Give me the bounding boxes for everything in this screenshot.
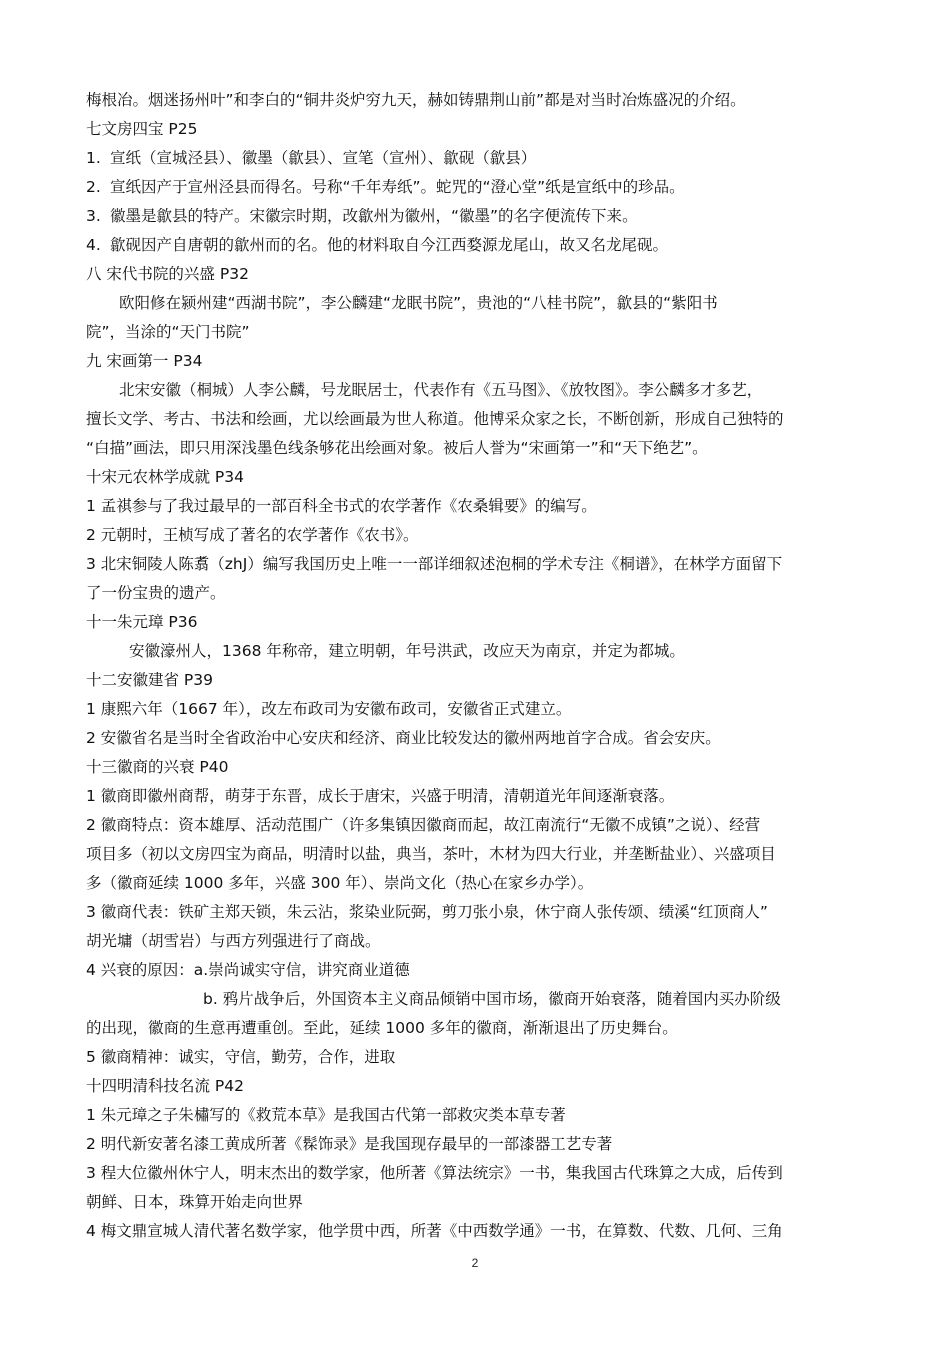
paragraph-line: 安徽濠州人，1368 年称帝，建立明朝，年号洪武，改应天为南京，并定为都城。 <box>129 642 685 660</box>
section-heading: 十二安徽建省 P39 <box>86 671 213 689</box>
list-item <box>86 173 866 202</box>
paragraph-line: 2 元朝时，王桢写成了著名的农学著作《农书》。 <box>86 526 419 544</box>
list-number: 3. <box>86 207 101 225</box>
paragraph-line: 4 梅文鼎宣城人清代著名数学家，他学贯中西，所著《中西数学通》一书，在算数、代数、几何、三角 <box>86 1222 783 1240</box>
list-item <box>86 231 866 260</box>
paragraph-line: 3 北宋铜陵人陈翥（zhJ）编写我国历史上唯一一部详细叙述泡桐的学术专注《桐谱》，在林学方面留下 <box>86 555 783 573</box>
section-heading: 九 宋画第一 P34 <box>86 352 203 370</box>
paragraph-line: 1 朱元璋之子朱橚写的《救荒本草》是我国古代第一部救灾类本草专著 <box>86 1106 566 1124</box>
page-number: 2 <box>471 1256 479 1270</box>
section-heading: 七文房四宝 P25 <box>86 120 198 138</box>
list-item <box>86 144 866 173</box>
list-item-text: 宣纸因产于宣州泾县而得名。号称“千年寿纸”。蛇咒的“澄心堂”纸是宣纸中的珍品。 <box>110 178 685 196</box>
paragraph-line: 北宋安徽（桐城）人李公麟，号龙眠居士，代表作有《五马图》、《放牧图》。李公麟多才多艺， <box>119 381 763 399</box>
paragraph-line: 多（徽商延续 1000 多年，兴盛 300 年）、崇尚文化（热心在家乡办学）。 <box>86 874 594 892</box>
list-item-text: 宣纸（宣城泾县）、徽墨（歙县）、宣笔（宣州）、歙砚（歙县） <box>110 149 537 167</box>
paragraph-line: 1 孟祺参与了我过最早的一部百科全书式的农学著作《农桑辑要》的编写。 <box>86 497 597 515</box>
paragraph-line: 院”，当涂的“天门书院” <box>86 323 250 341</box>
paragraph-line: 1 徽商即徽州商帮，萌芽于东晋，成长于唐宋，兴盛于明清，清朝道光年间逐渐衰落。 <box>86 787 675 805</box>
paragraph-line: 4 兴衰的原因：a.崇尚诚实守信，讲究商业道德 <box>86 961 410 979</box>
paragraph-line: 2 安徽省名是当时全省政治中心安庆和经济、商业比较发达的徽州两地首字合成。省会安庆。 <box>86 729 721 747</box>
list-number: 1. <box>86 149 101 167</box>
paragraph-line: 5 徽商精神：诚实，守信，勤劳，合作，进取 <box>86 1048 396 1066</box>
section-heading: 十四明清科技名流 P42 <box>86 1077 244 1095</box>
paragraph-line: 2 徽商特点：资本雄厚、活动范围广（许多集镇因徽商而起，故江南流行“无徽不成镇”之说）、经营 <box>86 816 761 834</box>
paragraph-line: 了一份宝贵的遗产。 <box>86 584 226 602</box>
paragraph-line: 项目多（初以文房四宝为商品，明清时以盐，典当，茶叶，木材为四大行业，并垄断盐业）、兴盛项目 <box>86 845 776 863</box>
list-number: 2. <box>86 178 101 196</box>
paragraph-line: 胡光墉（胡雪岩）与西方列强进行了商战。 <box>86 932 381 950</box>
list-item-text: 歙砚因产自唐朝的歙州而的名。他的材料取自今江西婺源龙尾山，故又名龙尾砚。 <box>110 236 669 254</box>
paragraph-line: 朝鲜、日本，珠算开始走向世界 <box>86 1193 304 1211</box>
document-body <box>86 86 866 1246</box>
section-heading: 八 宋代书院的兴盛 P32 <box>86 265 249 283</box>
paragraph-line: 1 康熙六年（1667 年），改左布政司为安徽布政司，安徽省正式建立。 <box>86 700 572 718</box>
paragraph-line: 2 明代新安著名漆工黄成所著《髹饰录》是我国现存最早的一部漆器工艺专著 <box>86 1135 613 1153</box>
list-number: 4. <box>86 236 101 254</box>
paragraph-line: “白描”画法，即只用深浅墨色线条够花出绘画对象。被后人誉为“宋画第一”和“天下绝艺”。 <box>86 439 708 457</box>
paragraph-line: 擅长文学、考古、书法和绘画，尤以绘画最为世人称道。他博采众家之长，不断创新，形成自己独特的 <box>86 410 784 428</box>
paragraph-line: 3 程大位徽州休宁人，明末杰出的数学家，他所著《算法统宗》一书，集我国古代珠算之大成，后传到 <box>86 1164 783 1182</box>
paragraph-line: b. 鸦片战争后，外国资本主义商品倾销中国市场，徽商开始衰落，随着国内买办阶级 <box>203 990 781 1008</box>
list-item <box>86 202 866 231</box>
paragraph-line: 3 徽商代表：铁矿主郑天锁，朱云沾，浆染业阮弼，剪刀张小泉，休宁商人张传颂、绩溪“红顶商人” <box>86 903 768 921</box>
section-heading: 十三徽商的兴衰 P40 <box>86 758 229 776</box>
section-heading: 十宋元农林学成就 P34 <box>86 468 244 486</box>
paragraph-line: 欧阳修在颍州建“西湖书院”，李公麟建“龙眠书院”，贵池的“八桂书院”，歙县的“紫阳书 <box>119 294 718 312</box>
section-heading: 十一朱元璋 P36 <box>86 613 198 631</box>
paragraph-line: 的出现，徽商的生意再遭重创。至此，延续 1000 多年的徽商，渐渐退出了历史舞台。 <box>86 1019 678 1037</box>
paragraph-line: 梅根冶。烟迷扬州叶”和李白的“铜井炎炉穷九天，赫如铸鼎荆山前”都是对当时冶炼盛况的介绍。 <box>86 91 746 109</box>
list-item-text: 徽墨是歙县的特产。宋徽宗时期，改歙州为徽州，“徽墨”的名字便流传下来。 <box>110 207 638 225</box>
